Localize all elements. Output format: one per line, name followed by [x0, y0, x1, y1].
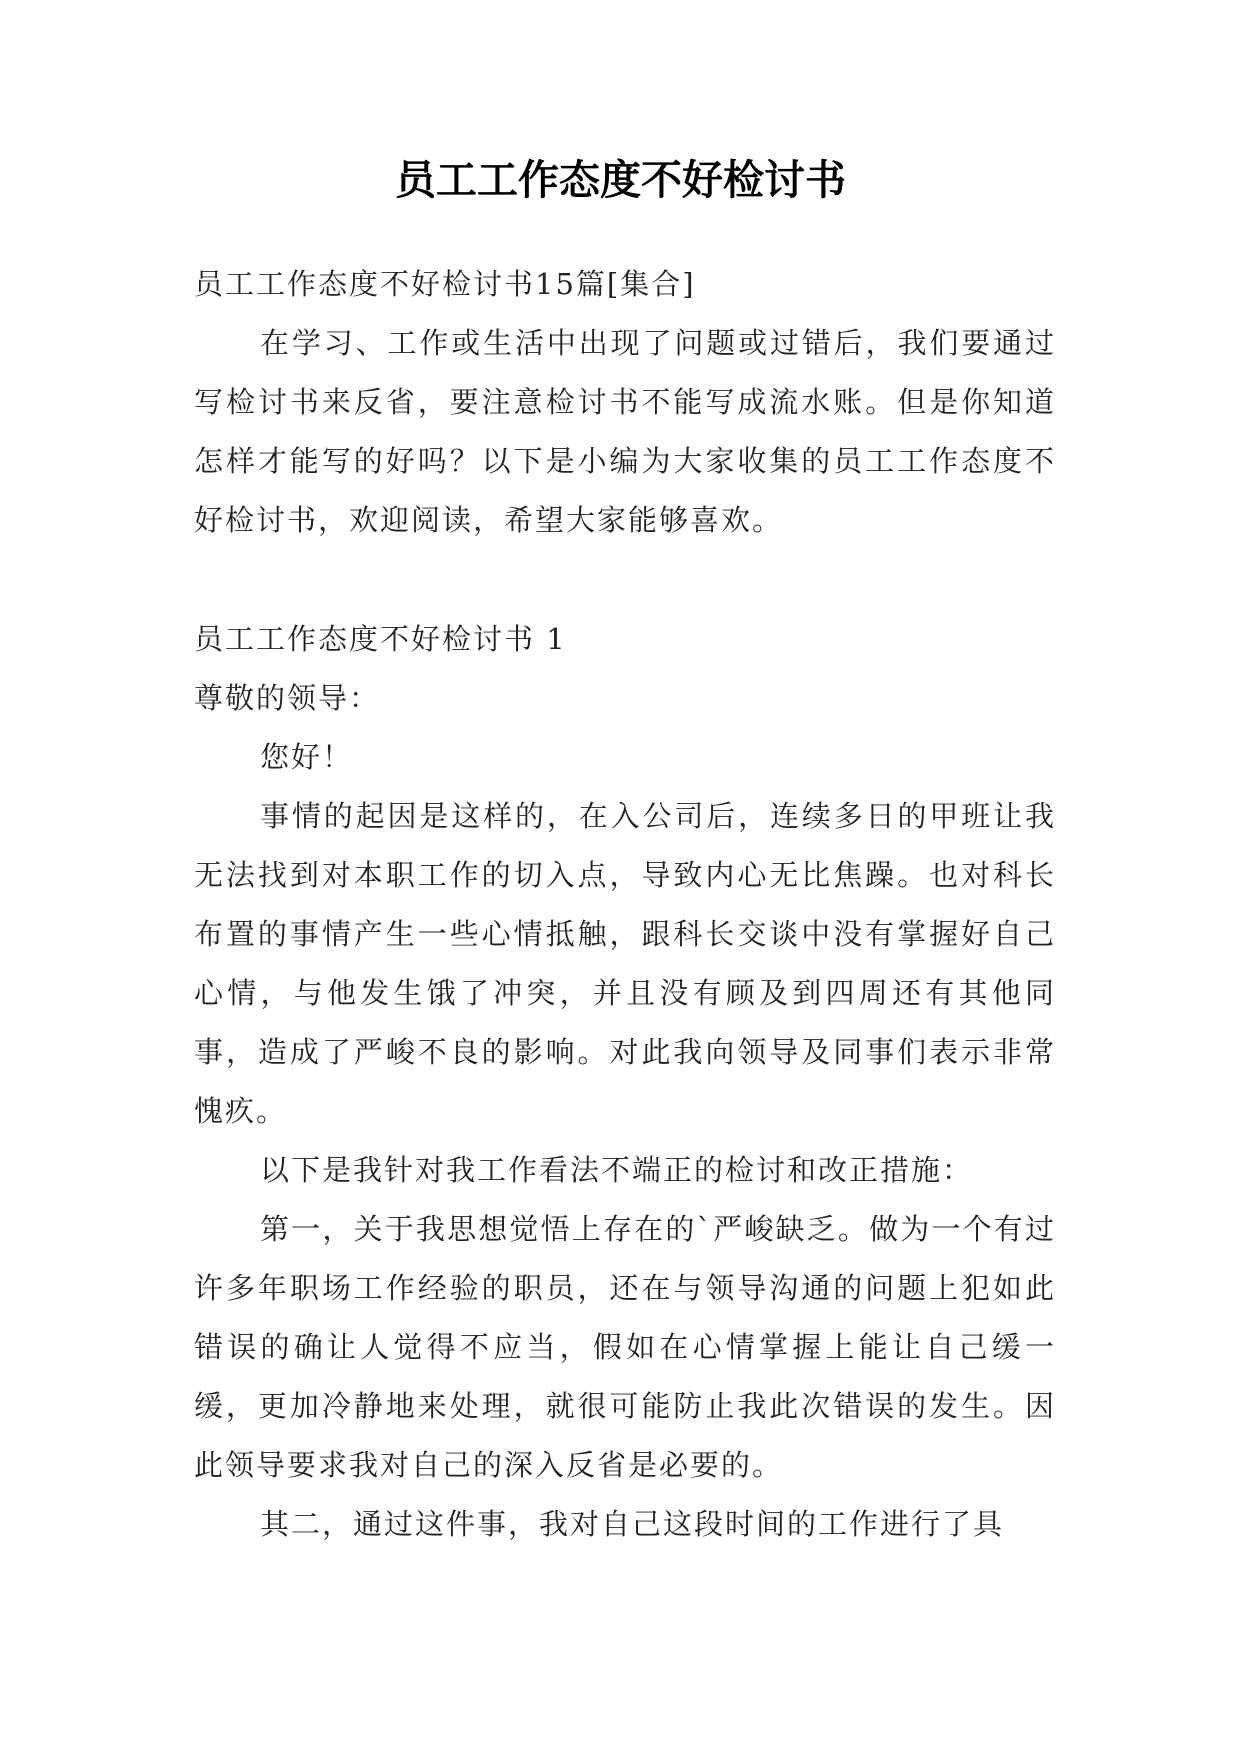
document-title: 员工工作态度不好检讨书: [395, 156, 846, 204]
section-heading: 员工工作态度不好检讨书 1: [194, 622, 567, 656]
body-paragraph: 以下是我针对我工作看法不端正的检讨和改正措施：: [260, 1153, 974, 1187]
greeting: 您好！: [260, 740, 354, 774]
body-paragraph: 事情的起因是这样的，在入公司后，连续多日的甲班让我无法找到对本职工作的切入点，导致内心无比焦躁。也对科长布置的事情产生一些心情抵触，跟科长交谈中没有掌握好自己心情，与他发生饿了冲突，并且没有顾及到四周还有其他同事，造成了严峻不良的影响。对此我向领导及同事们表示非常愧疚。: [194, 799, 1056, 1128]
document-subtitle: 员工工作态度不好检讨书15篇[集合]: [194, 267, 696, 301]
document-body: [194, 255, 1056, 1554]
body-paragraph: 其二，通过这件事，我对自己这段时间的工作进行了具: [260, 1507, 1005, 1541]
body-paragraph: 第一，关于我思想觉悟上存在的`严峻缺乏。做为一个有过许多年职场工作经验的职员，还在与领导沟通的问题上犯如此错误的确让人觉得不应当，假如在心情掌握上能让自己缓一缓，更加冷静地来处理，就很可能防止我此次错误的发生。因此领导要求我对自己的深入反省是必要的。: [194, 1212, 1056, 1482]
salutation: 尊敬的领导：: [194, 681, 381, 715]
intro-paragraph: 在学习、工作或生活中出现了问题或过错后，我们要通过写检讨书来反省，要注意检讨书不能写成流水账。但是你知道怎样才能写的好吗？以下是小编为大家收集的员工工作态度不好检讨书，欢迎阅读，希望大家能够喜欢。: [194, 326, 1056, 537]
section-spacer: [194, 550, 1056, 610]
